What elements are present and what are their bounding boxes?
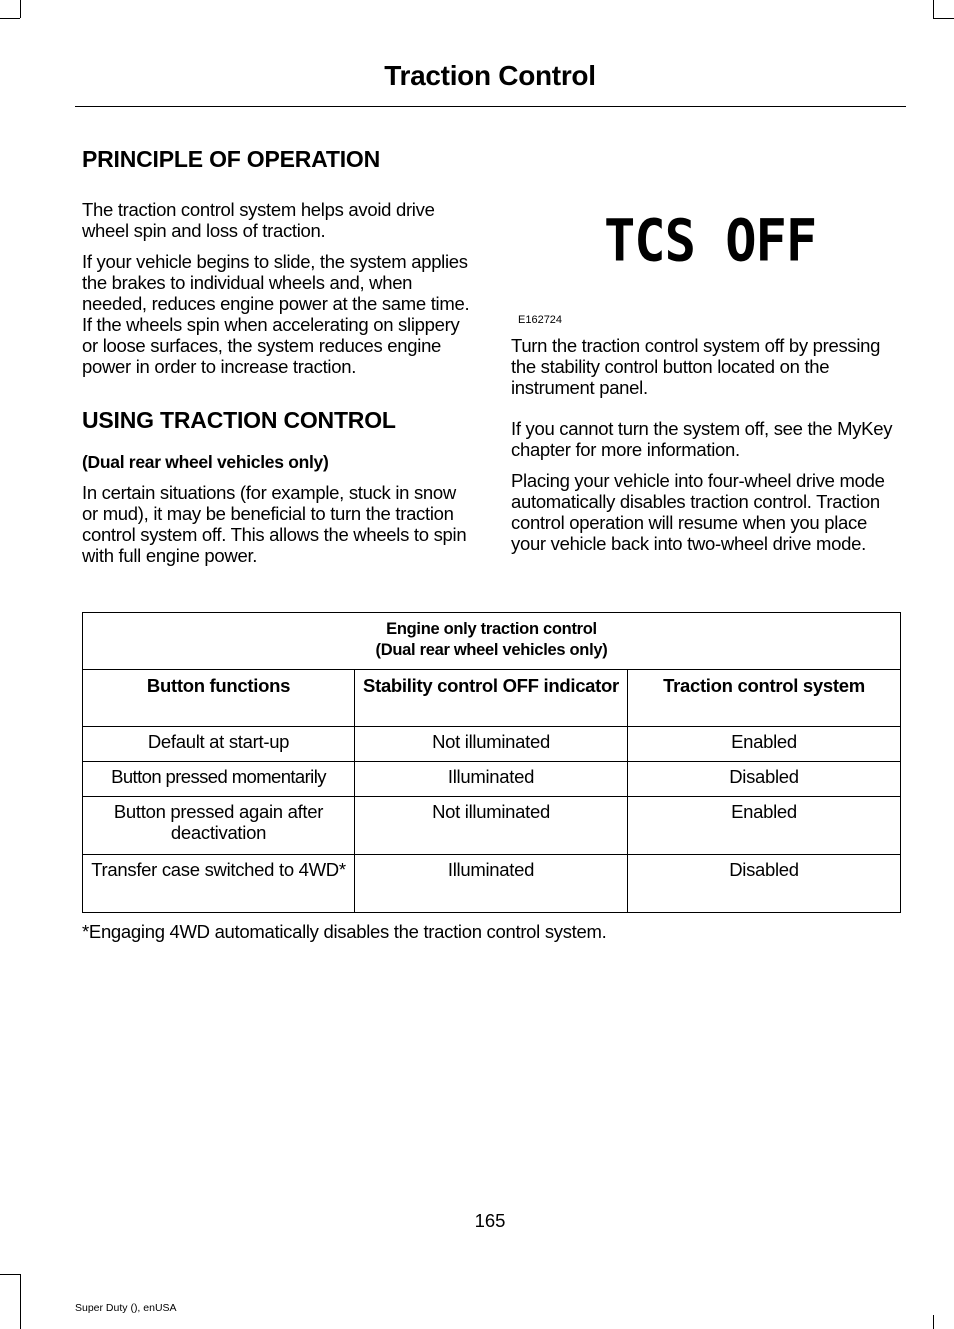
crop-mark [20,1274,21,1329]
table-row: Button pressed again after deactivation Not illuminated Enabled [83,797,901,855]
header-divider [75,106,906,107]
left-column [82,146,472,566]
paragraph: If you cannot turn the system off, see the MyKey chapter for more information. [511,418,893,460]
footer-text: Super Duty (), enUSA [75,1302,177,1314]
crop-mark [0,1274,20,1275]
crop-mark [933,0,934,18]
subheading: (Dual rear wheel vehicles only) [82,452,329,472]
crop-mark [933,1315,934,1329]
image-code: E162724 [518,314,563,326]
crop-mark [0,18,20,19]
tcs-off-graphic [511,200,903,328]
table-row: Default at start-up Not illuminated Enabled [83,727,901,762]
column-header: Button functions [83,670,355,727]
column-header: Stability control OFF indicator [355,670,628,727]
paragraph: Placing your vehicle into four-wheel drive mode automatically disables traction control. Traction control operation will resume when you place your vehicle back into two-wheel drive mode. [511,470,885,554]
paragraph: If your vehicle begins to slide, the system applies the brakes to individual wheels and, when needed, reduces engine power at the same time. If the wheels spin when accelerating on slippery or loose surfaces, the system reduces engine power in order to increase traction. [82,251,470,377]
page-number: 165 [474,1210,506,1231]
crop-mark [20,0,21,18]
right-column [511,200,903,554]
table-row: Transfer case switched to 4WD* Illuminated Disabled [83,855,901,913]
page-title: Traction Control [384,60,596,91]
paragraph: In certain situations (for example, stuck in snow or mud), it may be beneficial to turn the traction control system off. This allows the wheels to spin with full engine power. [82,482,467,566]
table-row: Button pressed momentarily Illuminated Disabled [83,762,901,797]
traction-control-table [82,612,901,913]
footnote: *Engaging 4WD automatically disables the traction control system. [82,921,607,942]
crop-mark [933,18,954,19]
tcs-off-indicator-icon: TCS OFF [604,208,817,276]
section-heading-principle: PRINCIPLE OF OPERATION [82,146,381,172]
section-heading-using: USING TRACTION CONTROL [82,407,396,433]
paragraph: The traction control system helps avoid drive wheel spin and loss of traction. [82,199,435,241]
table-caption: Engine only traction control (Dual rear wheel vehicles only) [83,613,901,670]
column-header: Traction control system [628,670,901,727]
paragraph: Turn the traction control system off by pressing the stability control button located on the instrument panel. [511,335,881,398]
